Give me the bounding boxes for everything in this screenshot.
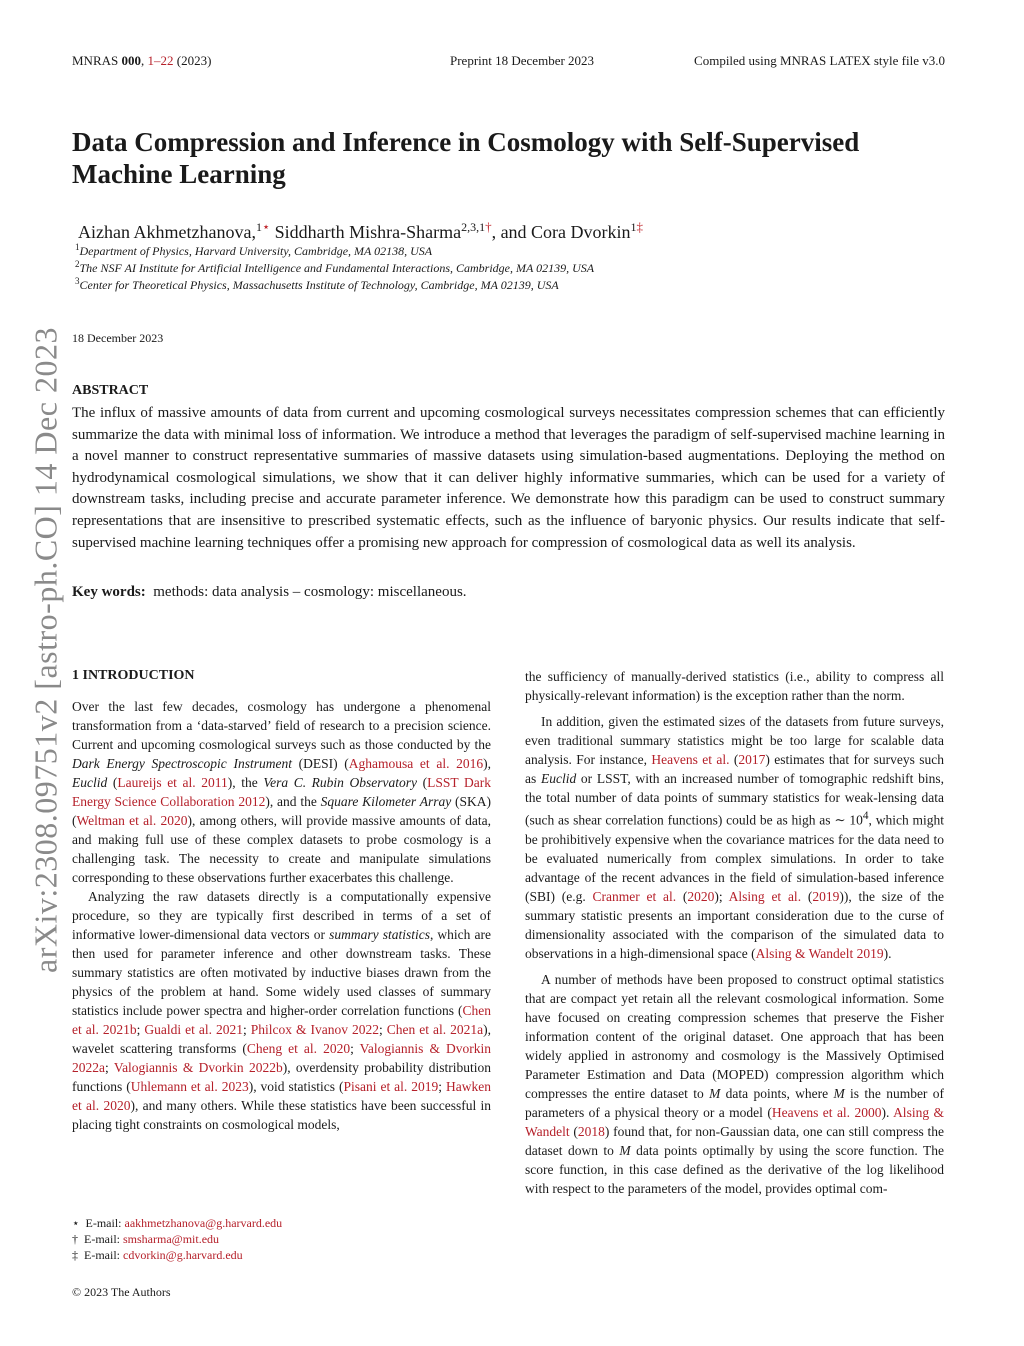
citation-link[interactable]: Cranmer et al. — [592, 888, 677, 904]
footnotes — [72, 1215, 491, 1263]
section-heading: 1 INTRODUCTION — [72, 668, 195, 683]
footnote: † E-mail: smsharma@mit.edu — [72, 1232, 220, 1246]
paragraph: Analyzing the raw datasets directly is a computationally expensive procedure, so they are typically first described in terms of a set of informative lower-dimensional data vectors or summary statistics, which are then used for parameter inference and other downstream tasks. These summary statistics are often motivated by inductive biases drawn from the physics of the problem at hand. Some widely used classes of summary statistics include power spectra and higher-order correlation functions (Chen et al. 2021b; Gualdi et al. 2021; Philcox & Ivanov 2022; Chen et al. 2021a), wavelet scattering transforms (Cheng et al. 2020; Valogiannis & Dvorkin 2022a; Valogiannis & Dvorkin 2022b), overdensity probability distribution functions (Uhlemann et al. 2023), void statistics (Pisani et al. 2019; Hawken et al. 2020), and many others. While these statistics have been successful in placing tight constraints on cosmological models, — [72, 889, 492, 1132]
citation-link[interactable]: Valogiannis & Dvorkin 2022a — [72, 1041, 492, 1075]
citation-link[interactable]: Laureijs et al. 2011 — [117, 775, 228, 790]
citation-link[interactable]: Weltman et al. 2020 — [76, 813, 188, 828]
email-link[interactable]: aakhmetzhanova@g.harvard.edu — [124, 1216, 283, 1230]
citation-link[interactable]: Heavens et al. 2000 — [771, 1104, 882, 1120]
citation-link[interactable]: Cheng et al. 2020 — [246, 1041, 351, 1056]
author-affiliation-number: 2,3,1 — [461, 220, 486, 234]
citation-link[interactable]: Alsing & Wandelt — [525, 1104, 944, 1139]
citation-link[interactable]: Hawken et al. 2020 — [72, 1079, 491, 1113]
author-affiliation-number: 1 — [255, 220, 262, 234]
received-date: 18 December 2023 — [72, 331, 164, 345]
paper-title: Data Compression and Inference in Cosmology with Self-Supervised Machine Learning — [72, 127, 860, 189]
body-column-right — [525, 667, 944, 1198]
copyright-notice: © 2023 The Authors — [72, 1285, 171, 1299]
citation-link[interactable]: Gualdi et al. 2021 — [144, 1022, 243, 1037]
citation-link[interactable]: 2017 — [738, 752, 766, 767]
affiliation: $^3$Center for Theoretical Physics, Massachusetts Institute of Technology, Cambridge, MA 02139, USA — [75, 276, 559, 292]
page-range-link[interactable]: 1–22 — [147, 53, 174, 68]
paragraph: A number of methods have been proposed to construct optimal statistics that are compact yet retain all the relevant cosmological information. Some have focused on creating compression schemes that preserve the Fisher information content of the original dataset. One approach that has been widely applied in astronomy and cosmology is the Massively Optimised Parameter Estimation and Data (MOPED) compression algorithm which compresses the entire dataset to M data points, where M is the number of parameters of a physical theory or a model (Heavens et al. 2000). Alsing & Wandelt (2018) found that, for non-Gaussian data, one can still compress the dataset down to M data points optimally by using the score function. The score function, in this case defined as the derivative of the log likelihood with respect to the parameters of the model, provides optimal com- — [525, 971, 944, 1196]
affiliation: $^2$The NSF AI Institute for Artificial Intelligence and Fundamental Interactions, Cambridge, MA 02139, USA — [75, 259, 595, 275]
paragraph: the sufficiency of manually-derived statistics (i.e., ability to compress all physically-relevant information) is the exception rather than the norm. — [525, 669, 944, 703]
citation-link[interactable]: Valogiannis & Dvorkin 2022b — [113, 1060, 283, 1075]
author-name: , and Cora Dvorkin — [491, 222, 631, 242]
footnote-mark-link[interactable]: † — [485, 219, 492, 234]
citation-link[interactable]: Heavens et al. — [651, 752, 730, 767]
preprint-date: Preprint 18 December 2023 — [450, 53, 595, 68]
keywords-label: Key words: — [72, 584, 146, 600]
footnote-mark-link[interactable]: ‡ — [636, 219, 644, 234]
footnote: ‡ E-mail: cdvorkin@g.harvard.edu — [72, 1248, 243, 1262]
citation-link[interactable]: Pisani et al. 2019 — [343, 1079, 439, 1094]
footnote: ⋆ E-mail: aakhmetzhanova@g.harvard.edu — [72, 1216, 283, 1230]
citation-link[interactable]: Chen et al. 2021a — [386, 1022, 484, 1037]
citation-link[interactable]: LSST Dark Energy Science Collaboration 2012 — [72, 775, 491, 809]
citation-link[interactable]: Aghamousa et al. 2016 — [348, 756, 484, 771]
citation-link[interactable]: 2019 — [812, 888, 840, 904]
abstract-text: The influx of massive amounts of data from current and upcoming cosmological surveys necessitates compression schemes that can efficiently summarize the data with minimal loss of information. We introduce a method that leverages the paradigm of self-supervised machine learning in a novel manner to construct representative summaries of massive datasets using simulation-based augmentations. Deploying the method on hydrodynamical cosmological simulations, we show that it can deliver highly informative summaries, which can be used for a variety of downstream tasks, including precise and accurate parameter inference. We demonstrate how this paradigm can be used to construct summary representations that are insensitive to prescribed systematic effects, such as the influence of baryonic physics. Our results indicate that self-supervised machine learning techniques offer a promising new approach for compression of cosmological data as well its analysis. — [72, 405, 945, 551]
keywords — [72, 584, 945, 601]
running-header — [72, 53, 945, 71]
body-column-left — [72, 697, 491, 1134]
author-name: Siddharth Mishra-Sharma — [274, 222, 462, 242]
email-link[interactable]: cdvorkin@g.harvard.edu — [123, 1248, 243, 1262]
keywords-text: methods: data analysis – cosmology: miscellaneous. — [153, 584, 467, 600]
citation-link[interactable]: Philcox & Ivanov 2022 — [250, 1022, 379, 1037]
email-link[interactable]: smsharma@mit.edu — [123, 1232, 220, 1246]
paragraph: Over the last few decades, cosmology has undergone a phenomenal transformation from a ‘data-starved’ field of research to a precision science. Current and upcoming cosmological surveys such as those conducted by the Dark Energy Spectroscopic Instrument (DESI) (Aghamousa et al. 2016), Euclid (Laureijs et al. 2011), the Vera C. Rubin Observatory (LSST Dark Energy Science Collaboration 2012), and the Square Kilometer Array (SKA) (Weltman et al. 2020), among others, will provide massive amounts of data, and making full use of these complex datasets to probe cosmology is a challenging task. The necessity to create and manipulate simulations corresponding to these observations further exacerbates this challenge. — [72, 699, 491, 885]
citation-link[interactable]: Alsing & Wandelt 2019 — [755, 945, 884, 961]
citation-link[interactable]: Chen et al. 2021b — [72, 1003, 491, 1037]
compiled-note: Compiled using MNRAS LATEX style file v3.0 — [694, 53, 945, 68]
footnote-mark-link[interactable]: ⋆ — [261, 219, 271, 234]
author-name: Aizhan Akhmetzhanova, — [78, 222, 256, 242]
journal-citation: MNRAS 000, 1–22 (2023) — [72, 53, 212, 68]
arxiv-identifier: arXiv:2308.09751v2 [astro-ph.CO] 14 Dec 2023 — [27, 327, 64, 973]
abstract-heading: ABSTRACT — [72, 383, 149, 398]
author-affiliation-number: 1 — [630, 220, 637, 234]
affiliation: $^1$Department of Physics, Harvard University, Cambridge, MA 02138, USA — [75, 242, 433, 258]
citation-link[interactable]: Alsing et al. — [728, 888, 802, 904]
citation-link[interactable]: 2018 — [577, 1123, 605, 1139]
citation-link[interactable]: Uhlemann et al. 2023 — [130, 1079, 249, 1094]
paragraph: In addition, given the estimated sizes of the datasets from future surveys, even traditional summary statistics might be too large for scalable data analysis. For instance, Heavens et al. (2017) estimates that for surveys such as Euclid or LSST, with an increased number of tomographic redshift bins, the total number of data points of summary statistics for weak-lensing data (such as shear correlation functions) could be as high as ∼ $10^4$, which might be prohibitively expensive when the covariance matrices for the data need to be evaluated numerically from complex simulations. In order to take advantage of the recent advances in the field of simulation-based inference (SBI) (e.g. Cranmer et al. (2020); Alsing et al. (2019)), the size of the summary statistic presents an important consideration due to the curse of dimensionality associated with the comparison of the simulated data to observations in a high-dimensional space (Alsing & Wandelt 2019). — [525, 714, 945, 961]
citation-link[interactable]: 2020 — [687, 888, 715, 904]
